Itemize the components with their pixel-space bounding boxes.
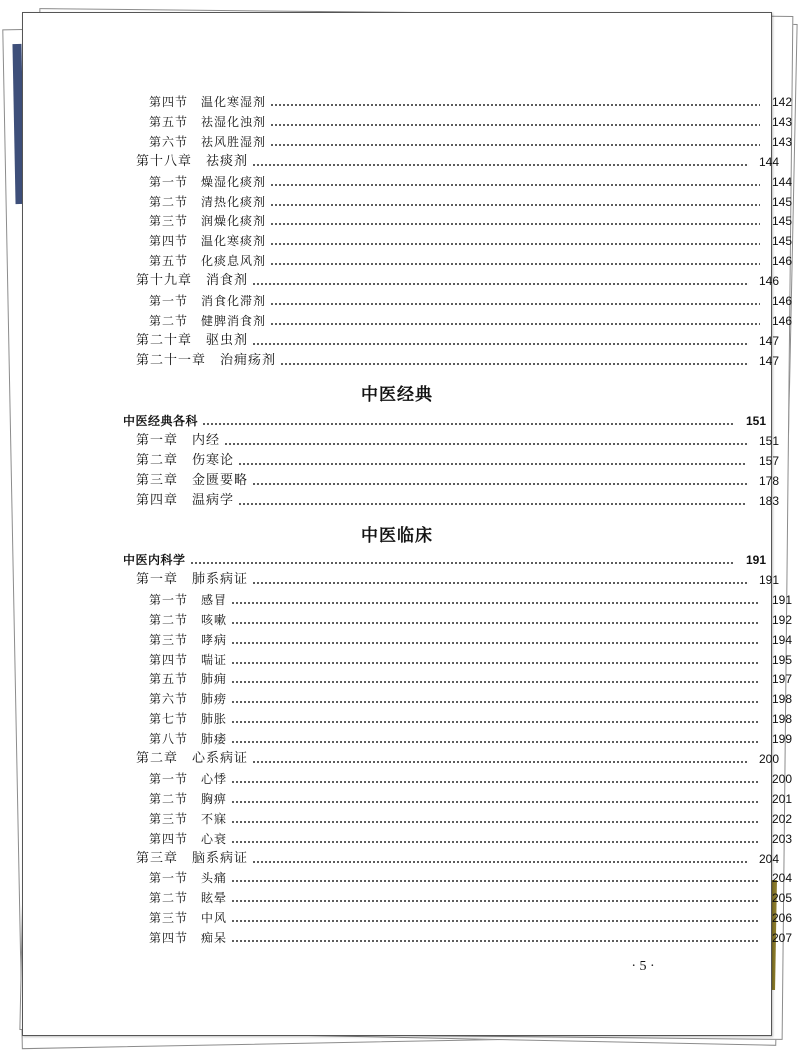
toc-entry [23, 451, 800, 471]
dot-leader [252, 582, 747, 584]
toc-entry-page: 200 [771, 771, 792, 786]
toc-entry-title: 第一章 内经 [136, 432, 221, 448]
toc-entry-page: 145 [771, 234, 792, 249]
toc-entry-page: 146 [771, 254, 792, 269]
dot-leader [190, 562, 734, 564]
toc-entry-title: 第二节 清热化痰剂 [149, 194, 267, 209]
toc-entry-title: 第三章 金匮要略 [136, 472, 249, 488]
page-number: · 5 · [631, 959, 655, 974]
dot-leader [231, 662, 760, 664]
dot-leader [231, 821, 760, 823]
toc-entry-page: 144 [758, 154, 779, 169]
toc-entry-title: 第十九章 消食剂 [136, 273, 249, 289]
toc-entry-page: 146 [758, 274, 779, 289]
toc-entry-title: 第三章 脑系病证 [136, 850, 249, 866]
toc-entry [23, 829, 800, 849]
dot-leader [238, 503, 747, 505]
toc-entry-page: 145 [771, 194, 792, 209]
toc-entry-page: 192 [771, 612, 792, 627]
toc-entry-page: 183 [758, 493, 779, 508]
dot-leader [270, 303, 760, 305]
dot-leader [270, 124, 760, 126]
toc-entry-title: 第四节 喘证 [149, 652, 228, 667]
toc-entry-page: 151 [758, 433, 779, 448]
toc-entry-title: 第一章 肺系病证 [136, 571, 249, 587]
toc-entry-title: 第四节 痴呆 [149, 931, 228, 946]
toc-entry-title: 中医经典各科 [123, 414, 199, 428]
toc-entry [23, 709, 800, 729]
toc-entry [23, 92, 800, 112]
dot-leader [231, 701, 760, 703]
toc-entry [23, 331, 800, 351]
toc-entry [23, 431, 800, 451]
toc-entry-title: 第二节 眩晕 [149, 891, 228, 906]
toc-entry [23, 849, 800, 869]
dot-leader [252, 283, 747, 285]
toc-entry-title: 第五节 肺痈 [149, 672, 228, 687]
toc-entry-title: 第八节 肺痿 [149, 732, 228, 747]
toc-entry [23, 928, 800, 948]
toc-entry [23, 769, 800, 789]
dot-leader [270, 204, 760, 206]
toc-entry-title: 第七节 肺胀 [149, 712, 228, 727]
dot-leader [270, 104, 760, 106]
toc-entry-page: 151 [745, 414, 766, 428]
toc-page [22, 12, 792, 1036]
toc-entry [23, 590, 800, 610]
toc-entry [23, 231, 800, 251]
toc-entry-page: 204 [771, 871, 792, 886]
toc-entry-title: 第二节 胸痹 [149, 791, 228, 806]
toc-entry [23, 908, 800, 928]
toc-entry-page: 204 [758, 851, 779, 866]
dot-leader [224, 443, 747, 445]
toc-entry-page: 157 [758, 453, 779, 468]
toc-entry-page: 201 [771, 791, 792, 806]
toc-entry [23, 291, 800, 311]
toc-entry [23, 112, 800, 132]
toc-entry [23, 471, 800, 491]
toc-entry-page: 191 [771, 592, 792, 607]
toc-entry-page: 191 [758, 572, 779, 587]
dot-leader [231, 642, 760, 644]
toc-entry-page: 205 [771, 891, 792, 906]
dot-leader [231, 880, 760, 882]
toc-entry-page: 146 [771, 294, 792, 308]
toc-entry-title: 第一节 心悸 [149, 771, 228, 786]
toc-entry-page: 195 [771, 652, 792, 667]
dot-leader [252, 861, 747, 863]
toc-entry [23, 789, 800, 809]
toc-entry-page: 143 [771, 134, 792, 149]
toc-entry-page: 197 [771, 672, 792, 687]
toc-entry [23, 251, 800, 271]
dot-leader [270, 184, 760, 186]
toc-entry [23, 311, 800, 331]
toc-entry-page: 206 [771, 911, 792, 926]
toc-entry [23, 271, 800, 291]
toc-entry [23, 570, 800, 590]
toc-entry-page: 142 [771, 95, 792, 109]
toc-entry [23, 749, 800, 769]
toc-entry-title: 第四节 温化寒痰剂 [149, 234, 267, 249]
dot-leader [202, 423, 734, 425]
dot-leader [252, 343, 747, 345]
dot-leader [231, 940, 760, 942]
toc-entry-title: 第十八章 祛痰剂 [136, 153, 249, 169]
dot-leader [231, 602, 760, 604]
toc-entry-page: 202 [771, 811, 792, 826]
toc-entry-title: 第二章 心系病证 [136, 751, 249, 766]
toc-entry-title: 第二节 健脾消食剂 [149, 313, 267, 328]
dot-leader [270, 323, 760, 325]
toc-entry-title: 第四章 温病学 [136, 492, 235, 508]
toc-entry-title: 第一节 消食化滞剂 [149, 294, 267, 308]
dot-leader [231, 622, 760, 624]
dot-leader [252, 761, 747, 763]
toc-entry [23, 132, 800, 152]
toc-entry [23, 650, 800, 670]
toc-entry-page: 191 [745, 553, 766, 567]
toc-entry-page: 194 [771, 632, 792, 647]
dot-leader [280, 363, 747, 365]
toc-entry-page: 200 [758, 752, 779, 766]
toc-entry-title: 第四节 温化寒湿剂 [149, 95, 267, 109]
toc-entry-title: 第五节 化痰息风剂 [149, 254, 267, 269]
dot-leader [252, 164, 747, 166]
dot-leader [231, 781, 760, 783]
toc-entry-page: 199 [771, 732, 792, 747]
toc-entry [23, 809, 800, 829]
toc-entry [23, 152, 800, 172]
toc-entry-title: 第六节 肺痨 [149, 692, 228, 707]
toc-entry-title: 第四节 心衰 [149, 831, 228, 846]
dot-leader [231, 920, 760, 922]
toc-entry [23, 211, 800, 231]
toc-entry-page: 146 [771, 313, 792, 328]
toc-entry-title: 第六节 祛风胜湿剂 [149, 134, 267, 149]
toc-entry-title: 第三节 润燥化痰剂 [149, 214, 267, 229]
toc-entry-title: 第一节 燥湿化痰剂 [149, 174, 267, 189]
toc-entry [23, 689, 800, 709]
toc-entry [23, 669, 800, 689]
toc-entry-title: 第一节 头痛 [149, 871, 228, 886]
toc-entry [23, 888, 800, 908]
toc-entry-page: 178 [758, 473, 779, 488]
toc-entry-title: 第二十章 驱虫剂 [136, 332, 249, 348]
dot-leader [238, 463, 747, 465]
toc-entry-title: 第二章 伤寒论 [136, 452, 235, 468]
toc-entry-title: 中医内科学 [123, 553, 186, 567]
toc-entry [23, 411, 800, 431]
toc-entry-title: 第二十一章 治痈疡剂 [136, 352, 277, 368]
section-heading-clinical: 中医临床 [361, 526, 433, 546]
toc-entry-title: 第三节 哮病 [149, 632, 228, 647]
toc-entry-title: 第三节 不寐 [149, 811, 228, 826]
dot-leader [231, 681, 760, 683]
dot-leader [270, 243, 760, 245]
toc-entry [23, 550, 800, 570]
toc-entry-page: 143 [771, 114, 792, 129]
dot-leader [270, 223, 760, 225]
dot-leader [231, 841, 760, 843]
dot-leader [231, 801, 760, 803]
dot-leader [231, 741, 760, 743]
toc-entry [23, 630, 800, 650]
toc-entry-page: 145 [771, 214, 792, 229]
toc-entry [23, 192, 800, 212]
dot-leader [270, 263, 760, 265]
dot-leader [252, 483, 747, 485]
toc-entry-title: 第二节 咳嗽 [149, 612, 228, 627]
toc-entry [23, 610, 800, 630]
toc-entry-title: 第三节 中风 [149, 911, 228, 926]
toc-entry [23, 172, 800, 192]
toc-entry-page: 144 [771, 174, 792, 189]
toc-entry-page: 203 [771, 831, 792, 846]
toc-entry [23, 491, 800, 511]
toc-entry [23, 351, 800, 371]
toc-entry-page: 198 [771, 692, 792, 707]
toc-entry [23, 868, 800, 888]
section-heading-classics: 中医经典 [361, 385, 433, 405]
toc-entry [23, 729, 800, 749]
toc-entry-page: 147 [758, 353, 779, 368]
toc-entry-page: 147 [758, 333, 779, 348]
toc-entry-page: 198 [771, 712, 792, 727]
dot-leader [270, 144, 760, 146]
dot-leader [231, 721, 760, 723]
toc-entry-title: 第五节 祛湿化浊剂 [149, 114, 267, 129]
toc-entry-page: 207 [771, 931, 792, 946]
toc-entry-title: 第一节 感冒 [149, 592, 228, 607]
dot-leader [231, 900, 760, 902]
